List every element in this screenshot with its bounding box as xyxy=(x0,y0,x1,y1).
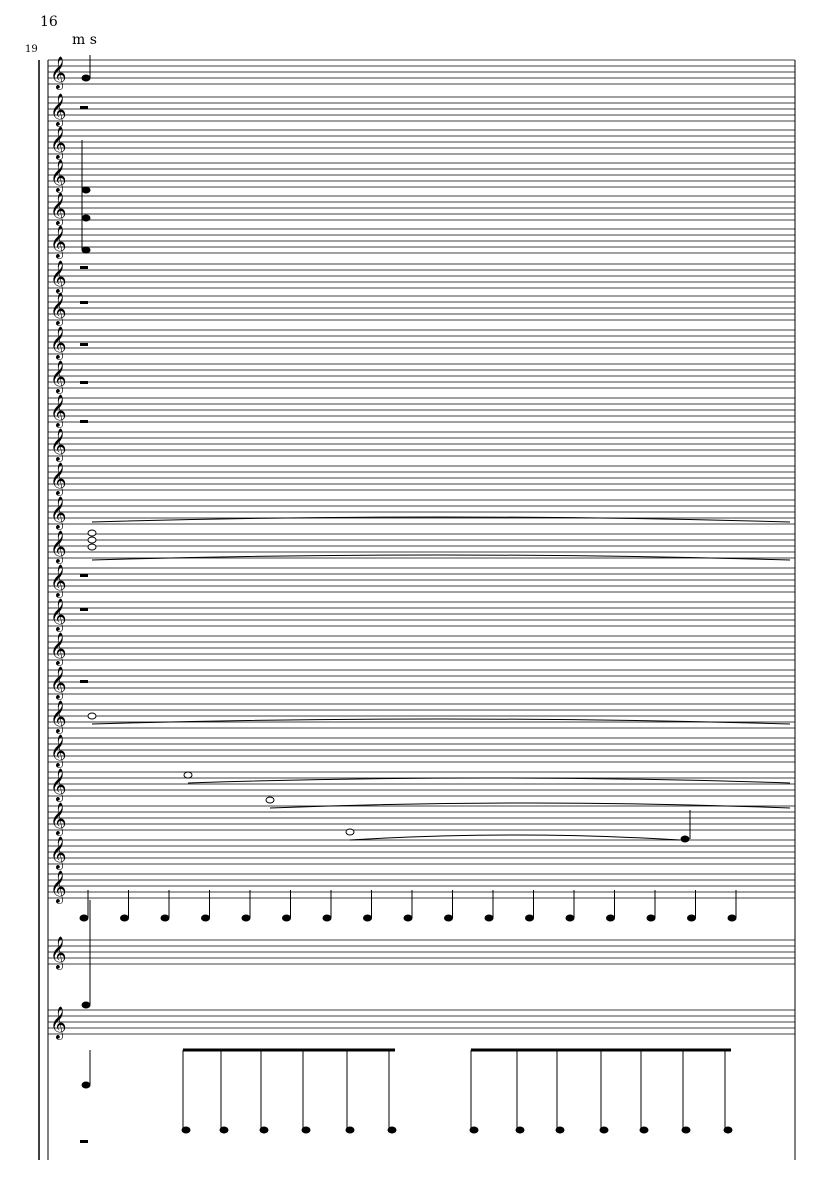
notehead xyxy=(82,187,90,193)
rest xyxy=(80,266,88,269)
treble-clef-icon: 𝄞 xyxy=(50,870,67,903)
staff xyxy=(48,326,795,360)
treble-clef-icon: 𝄞 xyxy=(50,1006,67,1039)
notehead xyxy=(283,915,291,921)
treble-clef-icon: 𝄞 xyxy=(50,700,67,733)
treble-clef-icon: 𝄞 xyxy=(50,462,67,495)
staff xyxy=(48,292,795,326)
treble-clef-icon: 𝄞 xyxy=(50,159,67,192)
notehead xyxy=(88,713,96,719)
notehead xyxy=(364,915,372,921)
notehead xyxy=(526,915,534,921)
staff xyxy=(48,93,795,127)
tie xyxy=(92,555,790,560)
staff xyxy=(48,870,795,904)
notehead xyxy=(346,829,354,835)
tie xyxy=(270,803,790,808)
notehead xyxy=(88,544,96,550)
rest xyxy=(80,574,88,577)
staff xyxy=(48,802,795,836)
rest xyxy=(80,680,88,683)
notehead xyxy=(647,915,655,921)
notehead xyxy=(121,915,129,921)
notehead xyxy=(88,530,96,536)
page-number: 16 xyxy=(40,14,58,30)
treble-clef-icon: 𝄞 xyxy=(50,394,67,427)
notehead xyxy=(161,915,169,921)
notehead xyxy=(80,915,88,921)
notehead xyxy=(82,1082,90,1088)
treble-clef-icon: 𝄞 xyxy=(50,192,67,225)
notehead xyxy=(82,1002,90,1008)
notehead xyxy=(688,915,696,921)
staff xyxy=(48,462,795,496)
staff xyxy=(48,734,795,768)
treble-clef-icon: 𝄞 xyxy=(50,56,67,89)
notehead xyxy=(82,215,90,221)
notehead xyxy=(82,75,90,81)
notehead xyxy=(184,772,192,778)
notehead xyxy=(323,915,331,921)
treble-clef-icon: 𝄞 xyxy=(50,126,67,159)
top-marking: m s xyxy=(72,32,97,48)
staff xyxy=(48,666,795,700)
treble-clef-icon: 𝄞 xyxy=(50,496,67,529)
notehead xyxy=(485,915,493,921)
treble-clef-icon: 𝄞 xyxy=(50,326,67,359)
staff xyxy=(48,530,795,564)
treble-clef-icon: 𝄞 xyxy=(50,292,67,325)
rest xyxy=(80,420,88,423)
tie xyxy=(350,835,680,840)
notehead xyxy=(404,915,412,921)
tie xyxy=(92,719,790,724)
treble-clef-icon: 𝄞 xyxy=(50,225,67,258)
staff xyxy=(48,768,795,802)
staff xyxy=(48,598,795,632)
staff xyxy=(48,126,795,160)
notehead xyxy=(88,537,96,543)
treble-clef-icon: 𝄞 xyxy=(50,632,67,665)
staff xyxy=(48,632,795,666)
treble-clef-icon: 𝄞 xyxy=(50,734,67,767)
treble-clef-icon: 𝄞 xyxy=(50,768,67,801)
tie xyxy=(188,778,790,783)
staff xyxy=(48,56,795,90)
staff xyxy=(48,192,795,226)
rest xyxy=(80,381,88,384)
treble-clef-icon: 𝄞 xyxy=(50,598,67,631)
notehead xyxy=(728,915,736,921)
notehead xyxy=(566,915,574,921)
notehead xyxy=(202,915,210,921)
measure-number: 19 xyxy=(25,44,38,55)
treble-clef-icon: 𝄞 xyxy=(50,428,67,461)
notehead xyxy=(266,797,274,803)
staff xyxy=(48,936,795,970)
staff xyxy=(48,564,795,598)
treble-clef-icon: 𝄞 xyxy=(50,360,67,393)
staves xyxy=(48,56,795,1040)
staff xyxy=(48,700,795,734)
treble-clef-icon: 𝄞 xyxy=(50,802,67,835)
staff xyxy=(48,260,795,294)
rest xyxy=(80,343,88,346)
rest xyxy=(80,608,88,611)
staff xyxy=(48,225,795,259)
treble-clef-icon: 𝄞 xyxy=(50,530,67,563)
staff xyxy=(48,428,795,462)
notehead xyxy=(445,915,453,921)
rest xyxy=(80,301,88,304)
treble-clef-icon: 𝄞 xyxy=(50,260,67,293)
treble-clef-icon: 𝄞 xyxy=(50,93,67,126)
staff xyxy=(48,394,795,428)
notehead xyxy=(607,915,615,921)
treble-clef-icon: 𝄞 xyxy=(50,666,67,699)
notehead xyxy=(242,915,250,921)
staff xyxy=(48,360,795,394)
staff xyxy=(48,496,795,530)
staff xyxy=(48,159,795,193)
treble-clef-icon: 𝄞 xyxy=(50,564,67,597)
treble-clef-icon: 𝄞 xyxy=(50,836,67,869)
notes-and-rests xyxy=(80,55,790,1143)
rest xyxy=(80,1140,88,1143)
rest xyxy=(80,106,88,109)
treble-clef-icon: 𝄞 xyxy=(50,936,67,969)
staff xyxy=(48,1006,795,1040)
notehead xyxy=(681,836,689,842)
notehead xyxy=(82,247,90,253)
